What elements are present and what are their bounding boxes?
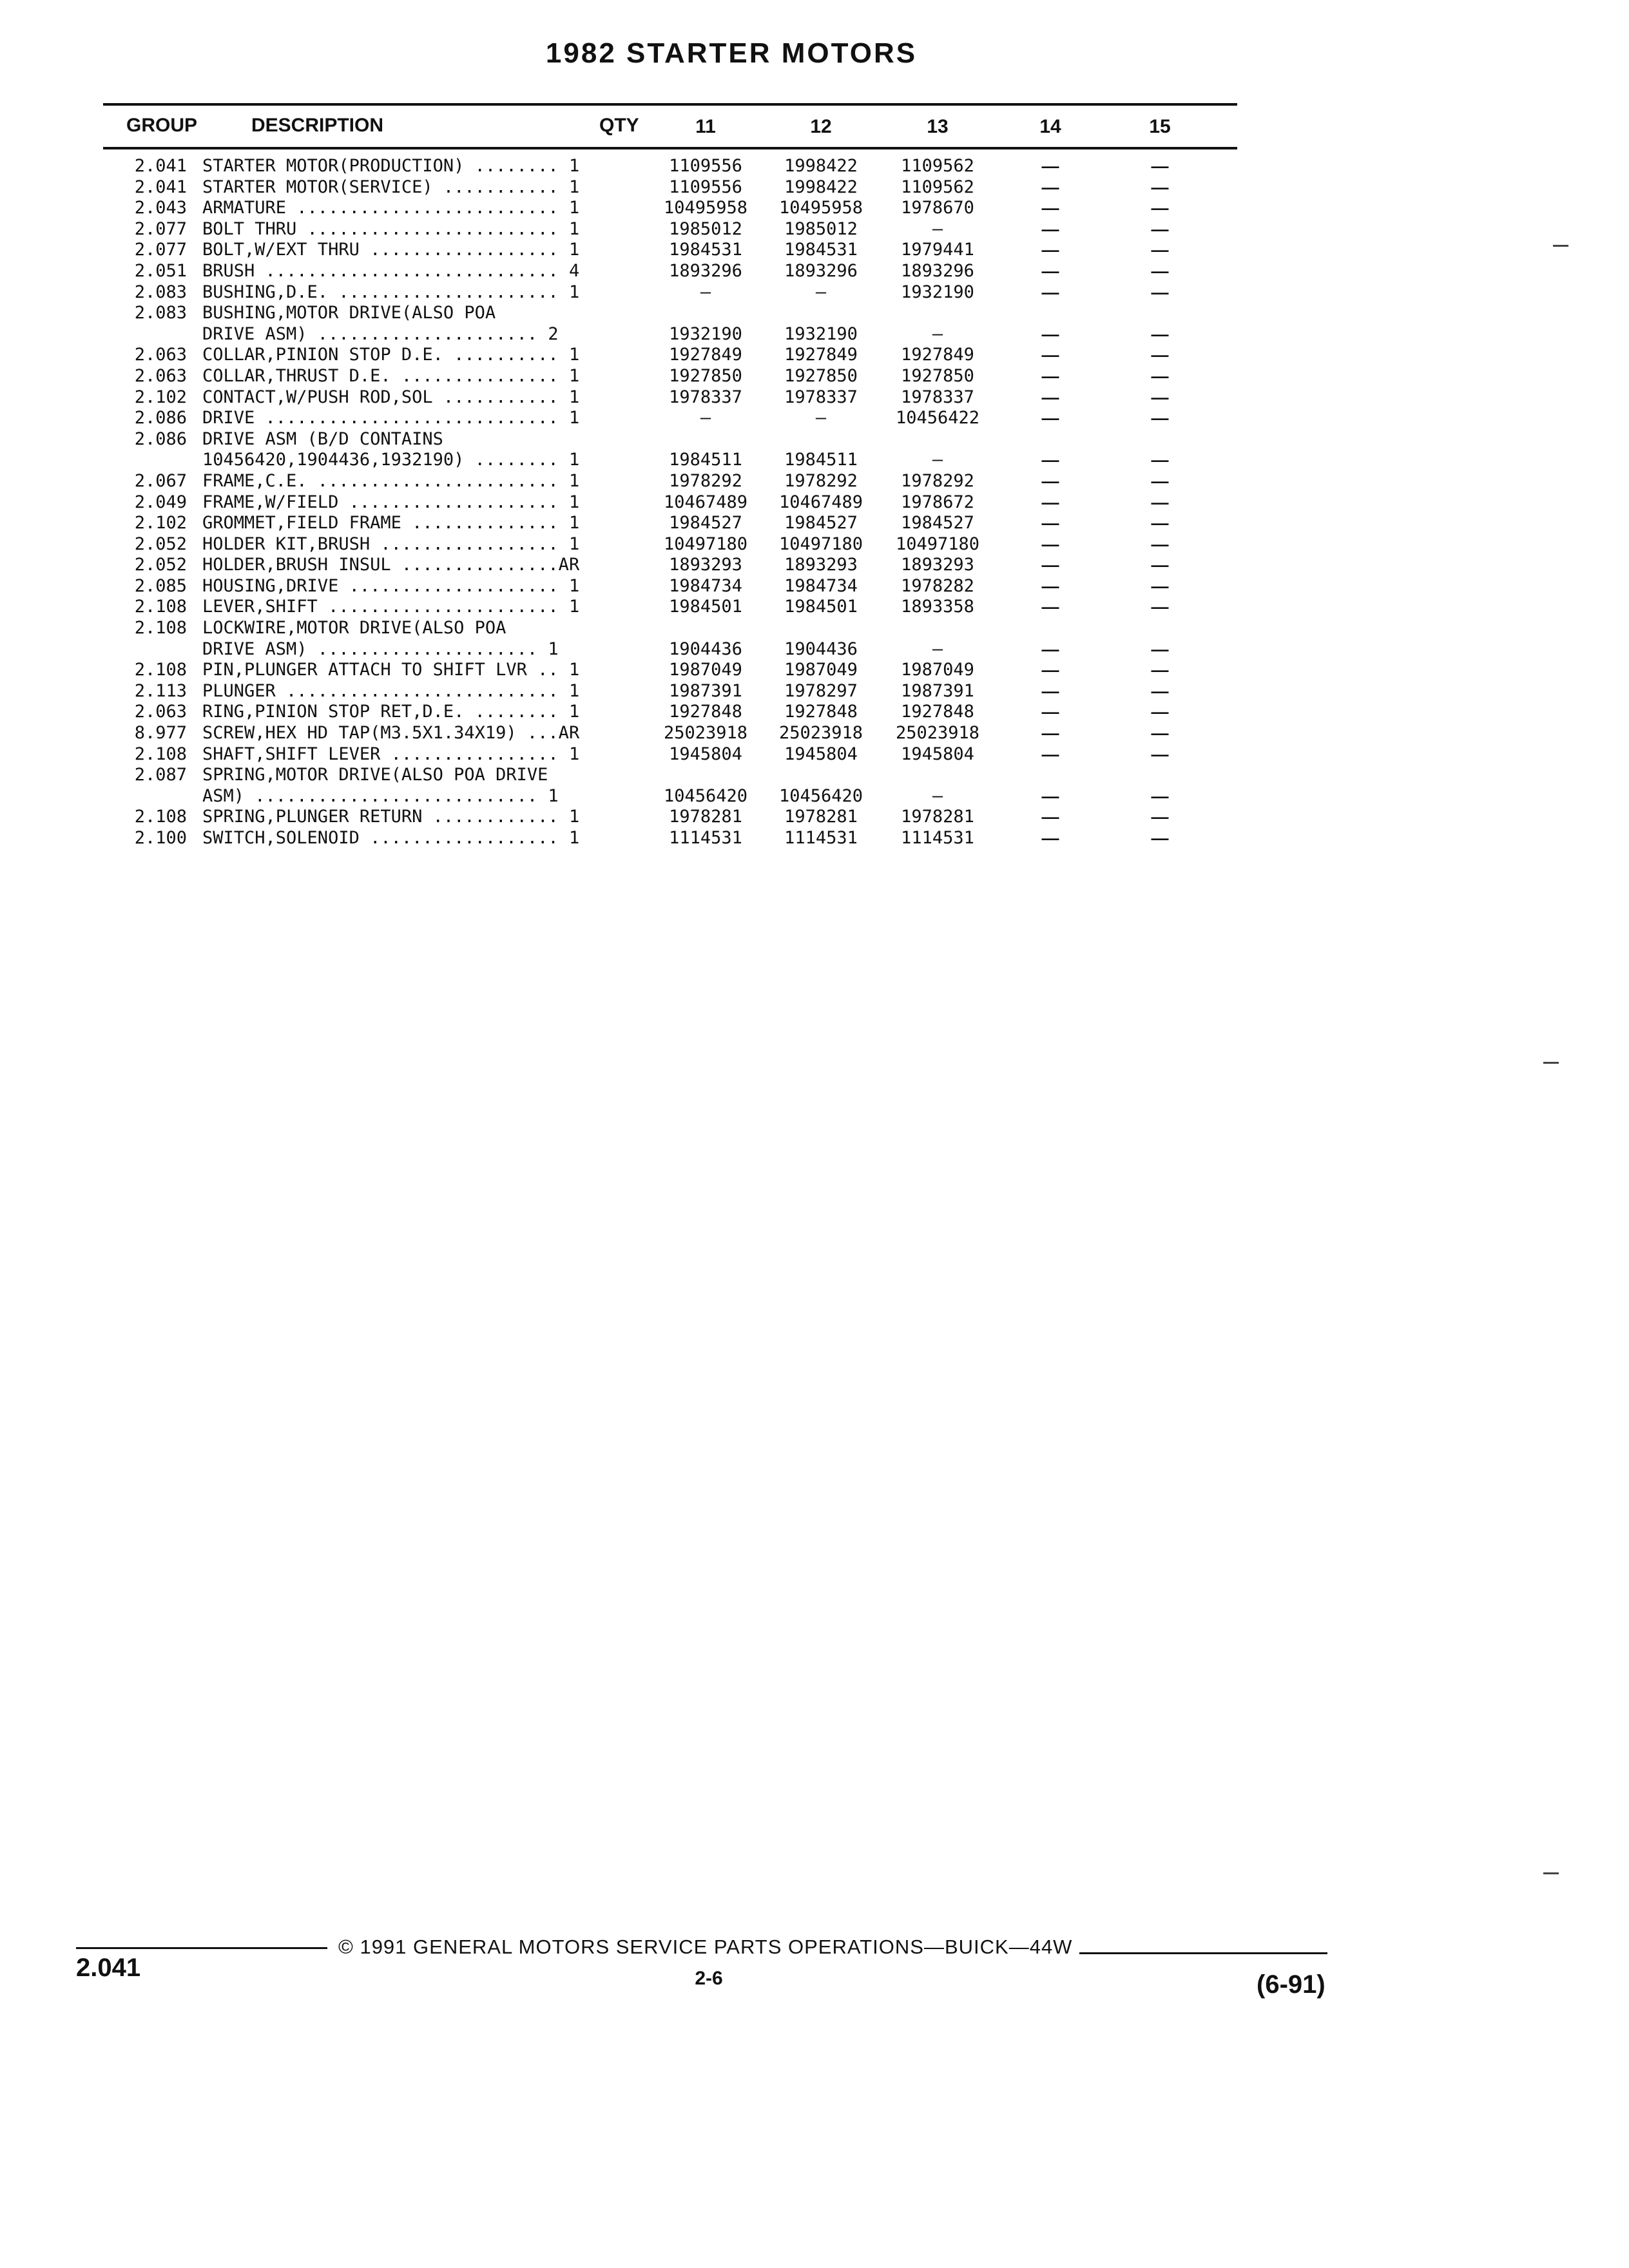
- part-number-12: 1984527: [784, 513, 858, 533]
- part-number-14: —: [1041, 681, 1059, 701]
- part-number-13: 10456422: [895, 408, 980, 428]
- part-number-12: 1927849: [784, 345, 858, 365]
- row-group: 2.113: [134, 680, 187, 701]
- row-group: 2.102: [134, 387, 187, 407]
- part-number-11: 1978337: [669, 387, 742, 407]
- part-number-12: 1984531: [784, 240, 858, 260]
- part-number-12: 10456420: [778, 785, 863, 806]
- part-number-11: 1932190: [669, 323, 742, 344]
- part-number-15: —: [1151, 324, 1169, 344]
- header-col-13: 13: [927, 116, 949, 137]
- part-number-13: 1978670: [901, 198, 974, 218]
- header-description: DESCRIPTION: [251, 115, 384, 136]
- footer-revision-date: (6-91): [1257, 1970, 1325, 1999]
- part-number-15: —: [1151, 681, 1169, 701]
- header-qty: QTY: [599, 115, 639, 136]
- part-number-15: —: [1151, 807, 1169, 827]
- part-number-15: —: [1151, 829, 1169, 848]
- table-row: [0, 597, 1629, 618]
- row-description: ARMATURE ......................... 1: [202, 198, 580, 218]
- row-description: SCREW,HEX HD TAP(M3.5X1.34X19) ...AR: [202, 723, 580, 744]
- row-group: 2.041: [134, 177, 187, 197]
- part-number-11: 1927848: [669, 702, 742, 722]
- part-number-14: —: [1041, 345, 1059, 365]
- part-number-15: —: [1151, 177, 1169, 197]
- part-number-15: —: [1151, 492, 1169, 512]
- part-number-12: 1987049: [784, 660, 858, 680]
- table-row: [0, 681, 1629, 702]
- part-number-14: —: [1041, 282, 1059, 302]
- table-row: [0, 156, 1629, 177]
- part-number-12: 1978337: [784, 387, 858, 407]
- part-number-13: 1893296: [901, 260, 974, 281]
- part-number-12: 1984734: [784, 575, 858, 596]
- row-group: 2.041: [134, 156, 187, 176]
- part-number-15: —: [1151, 660, 1169, 680]
- row-description: LEVER,SHIFT ...................... 1: [202, 597, 580, 617]
- table-row: [0, 555, 1629, 576]
- table-row: [0, 366, 1629, 387]
- footer-page-number: 2-6: [695, 1968, 723, 1989]
- part-number-14: —: [1041, 555, 1059, 575]
- header-bottom-rule: [103, 147, 1237, 149]
- table-row: [0, 450, 1629, 471]
- part-number-15: —: [1151, 240, 1169, 260]
- header-col-14: 14: [1039, 116, 1061, 137]
- part-number-11: 10467489: [663, 492, 748, 512]
- part-number-11: 1109556: [669, 177, 742, 197]
- part-number-12: —: [815, 282, 827, 302]
- part-number-13: 1109562: [901, 177, 974, 197]
- part-number-13: 1987391: [901, 680, 974, 701]
- row-group: 2.063: [134, 702, 187, 722]
- row-group: 2.043: [134, 198, 187, 218]
- part-number-14: —: [1041, 702, 1059, 722]
- row-description: PIN,PLUNGER ATTACH TO SHIFT LVR .. 1: [202, 660, 580, 680]
- part-number-13: 1978292: [901, 470, 974, 491]
- table-row: [0, 660, 1629, 681]
- part-number-11: —: [700, 282, 711, 302]
- row-description: SPRING,PLUNGER RETURN ............ 1: [202, 807, 580, 827]
- part-number-15: —: [1151, 702, 1169, 722]
- part-number-15: —: [1151, 639, 1169, 659]
- part-number-12: 1978297: [784, 680, 858, 701]
- part-number-14: —: [1041, 492, 1059, 512]
- part-number-14: —: [1041, 807, 1059, 827]
- part-number-12: 1998422: [784, 177, 858, 197]
- row-group: 2.087: [134, 765, 187, 785]
- part-number-11: 1109556: [669, 156, 742, 176]
- part-number-13: 1945804: [901, 744, 974, 764]
- row-description: FRAME,C.E. ....................... 1: [202, 470, 580, 491]
- part-number-15: —: [1151, 366, 1169, 386]
- row-description: DRIVE ASM) ..................... 2: [202, 323, 559, 344]
- row-description: ASM) ........................... 1: [202, 785, 559, 806]
- part-number-15: —: [1151, 597, 1169, 617]
- part-number-14: —: [1041, 387, 1059, 407]
- part-number-12: 10495958: [778, 198, 863, 218]
- row-description: STARTER MOTOR(PRODUCTION) ........ 1: [202, 156, 580, 176]
- part-number-12: 1998422: [784, 156, 858, 176]
- part-number-14: —: [1041, 576, 1059, 596]
- row-description: STARTER MOTOR(SERVICE) ........... 1: [202, 177, 580, 197]
- margin-mark: [1543, 1872, 1559, 1874]
- footer-copyright: © 1991 GENERAL MOTORS SERVICE PARTS OPERATIONS—BUICK—44W: [338, 1936, 1073, 1958]
- table-row: [0, 177, 1629, 198]
- row-group: 2.067: [134, 470, 187, 491]
- row-group: 2.077: [134, 240, 187, 260]
- part-number-15: —: [1151, 471, 1169, 491]
- part-number-11: 1984511: [669, 450, 742, 470]
- table-row: [0, 429, 1629, 450]
- part-number-12: 1932190: [784, 323, 858, 344]
- part-number-14: —: [1041, 597, 1059, 617]
- part-number-11: 1987049: [669, 660, 742, 680]
- table-row: [0, 303, 1629, 324]
- part-number-11: 1945804: [669, 744, 742, 764]
- part-number-12: 1904436: [784, 639, 858, 659]
- part-number-13: 1932190: [901, 282, 974, 302]
- part-number-11: 1978292: [669, 470, 742, 491]
- part-number-12: 1984511: [784, 450, 858, 470]
- part-number-13: 1927848: [901, 702, 974, 722]
- footer-group-code: 2.041: [76, 1954, 141, 1982]
- table-row: [0, 744, 1629, 765]
- part-number-11: 1927849: [669, 345, 742, 365]
- table-row: [0, 345, 1629, 366]
- row-description: HOLDER,BRUSH INSUL ...............AR: [202, 555, 580, 575]
- part-number-13: —: [932, 218, 943, 239]
- part-number-15: —: [1151, 724, 1169, 744]
- part-number-13: 1987049: [901, 660, 974, 680]
- row-group: 2.049: [134, 492, 187, 512]
- part-number-12: 1927850: [784, 365, 858, 386]
- table-row: [0, 576, 1629, 597]
- table-row: [0, 492, 1629, 514]
- header-top-rule: [103, 103, 1237, 106]
- row-description: SHAFT,SHIFT LEVER ................ 1: [202, 744, 580, 764]
- part-number-14: —: [1041, 408, 1059, 428]
- row-group: 2.086: [134, 428, 187, 449]
- part-number-14: —: [1041, 829, 1059, 848]
- table-row: [0, 828, 1629, 849]
- row-description: PLUNGER .......................... 1: [202, 680, 580, 701]
- row-description: BOLT THRU ........................ 1: [202, 218, 580, 239]
- part-number-13: 25023918: [895, 723, 980, 744]
- table-row: [0, 618, 1629, 639]
- part-number-14: —: [1041, 724, 1059, 744]
- margin-mark: [1543, 1062, 1559, 1064]
- part-number-13: 1893293: [901, 555, 974, 575]
- part-number-15: —: [1151, 219, 1169, 239]
- part-number-12: 1893296: [784, 260, 858, 281]
- part-number-11: 10497180: [663, 533, 748, 554]
- part-number-13: 10497180: [895, 533, 980, 554]
- part-number-15: —: [1151, 514, 1169, 533]
- row-description: SWITCH,SOLENOID .................. 1: [202, 828, 580, 848]
- table-row: [0, 513, 1629, 534]
- footer-left-rule: [76, 1947, 327, 1949]
- parts-table: [0, 156, 1629, 849]
- part-number-15: —: [1151, 555, 1169, 575]
- part-number-12: 1893293: [784, 555, 858, 575]
- part-number-14: —: [1041, 639, 1059, 659]
- row-group: 2.083: [134, 303, 187, 323]
- part-number-14: —: [1041, 324, 1059, 344]
- part-number-15: —: [1151, 576, 1169, 596]
- part-number-14: —: [1041, 261, 1059, 281]
- part-number-14: —: [1041, 177, 1059, 197]
- row-group: 2.085: [134, 575, 187, 596]
- part-number-14: —: [1041, 744, 1059, 764]
- header-col-12: 12: [810, 116, 832, 137]
- row-description: COLLAR,PINION STOP D.E. .......... 1: [202, 345, 580, 365]
- part-number-12: 25023918: [778, 723, 863, 744]
- row-description: GROMMET,FIELD FRAME .............. 1: [202, 513, 580, 533]
- part-number-12: 1114531: [784, 828, 858, 848]
- header-group: GROUP: [126, 115, 198, 136]
- margin-mark: [1553, 245, 1568, 247]
- part-number-11: —: [700, 408, 711, 428]
- table-row: [0, 198, 1629, 219]
- part-number-11: 10495958: [663, 198, 748, 218]
- part-number-12: 1978281: [784, 807, 858, 827]
- table-row: [0, 702, 1629, 723]
- table-row: [0, 282, 1629, 303]
- part-number-13: —: [932, 785, 943, 806]
- table-row: [0, 471, 1629, 492]
- part-number-15: —: [1151, 744, 1169, 764]
- part-number-13: 1978672: [901, 492, 974, 512]
- table-row: [0, 219, 1629, 240]
- row-description: CONTACT,W/PUSH ROD,SOL ........... 1: [202, 387, 580, 407]
- header-col-15: 15: [1149, 116, 1171, 137]
- part-number-11: 1987391: [669, 680, 742, 701]
- table-row: [0, 261, 1629, 282]
- part-number-13: 1893358: [901, 597, 974, 617]
- part-number-14: —: [1041, 514, 1059, 533]
- part-number-13: —: [932, 450, 943, 470]
- part-number-15: —: [1151, 261, 1169, 281]
- part-number-11: 1984501: [669, 597, 742, 617]
- row-group: 2.083: [134, 282, 187, 302]
- part-number-12: —: [815, 408, 827, 428]
- part-number-11: 1893296: [669, 260, 742, 281]
- row-description: BUSHING,D.E. ..................... 1: [202, 282, 580, 302]
- part-number-14: —: [1041, 450, 1059, 470]
- part-number-12: 1927848: [784, 702, 858, 722]
- part-number-15: —: [1151, 450, 1169, 470]
- part-number-12: 1985012: [784, 218, 858, 239]
- table-row: [0, 324, 1629, 345]
- row-group: 2.052: [134, 555, 187, 575]
- part-number-13: 1927849: [901, 345, 974, 365]
- row-group: 2.108: [134, 807, 187, 827]
- part-number-12: 10467489: [778, 492, 863, 512]
- row-description: BRUSH ............................ 4: [202, 260, 580, 281]
- row-group: 2.108: [134, 660, 187, 680]
- part-number-15: —: [1151, 345, 1169, 365]
- row-description: RING,PINION STOP RET,D.E. ........ 1: [202, 702, 580, 722]
- part-number-11: 10456420: [663, 785, 748, 806]
- row-group: 2.052: [134, 533, 187, 554]
- row-description: SPRING,MOTOR DRIVE(ALSO POA DRIVE: [202, 765, 548, 785]
- part-number-12: 1984501: [784, 597, 858, 617]
- part-number-13: 1978337: [901, 387, 974, 407]
- table-row: [0, 723, 1629, 744]
- part-number-14: —: [1041, 660, 1059, 680]
- part-number-15: —: [1151, 534, 1169, 554]
- row-group: 2.051: [134, 260, 187, 281]
- row-group: 2.108: [134, 744, 187, 764]
- row-group: 2.108: [134, 618, 187, 639]
- row-description: FRAME,W/FIELD .................... 1: [202, 492, 580, 512]
- part-number-11: 1985012: [669, 218, 742, 239]
- part-number-11: 1893293: [669, 555, 742, 575]
- part-number-11: 25023918: [663, 723, 748, 744]
- part-number-15: —: [1151, 157, 1169, 176]
- part-number-11: 1904436: [669, 639, 742, 659]
- part-number-15: —: [1151, 408, 1169, 428]
- row-group: 2.108: [134, 597, 187, 617]
- row-description: LOCKWIRE,MOTOR DRIVE(ALSO POA: [202, 618, 506, 639]
- part-number-11: 1984531: [669, 240, 742, 260]
- part-number-14: —: [1041, 366, 1059, 386]
- part-number-11: 1927850: [669, 365, 742, 386]
- part-number-14: —: [1041, 471, 1059, 491]
- row-description: DRIVE ASM (B/D CONTAINS: [202, 428, 443, 449]
- part-number-14: —: [1041, 786, 1059, 806]
- row-description: COLLAR,THRUST D.E. ............... 1: [202, 365, 580, 386]
- part-number-15: —: [1151, 198, 1169, 218]
- part-number-13: 1979441: [901, 240, 974, 260]
- table-row: [0, 387, 1629, 408]
- part-number-15: —: [1151, 282, 1169, 302]
- part-number-11: 1984734: [669, 575, 742, 596]
- row-group: 2.086: [134, 408, 187, 428]
- row-description: DRIVE ............................ 1: [202, 408, 580, 428]
- row-description: HOLDER KIT,BRUSH ................. 1: [202, 533, 580, 554]
- footer-right-rule: [1079, 1952, 1327, 1954]
- row-description: 10456420,1904436,1932190) ........ 1: [202, 450, 580, 470]
- part-number-11: 1978281: [669, 807, 742, 827]
- table-row: [0, 240, 1629, 261]
- table-row: [0, 807, 1629, 828]
- part-number-12: 1945804: [784, 744, 858, 764]
- table-row: [0, 765, 1629, 786]
- row-group: 2.102: [134, 513, 187, 533]
- row-group: 8.977: [134, 723, 187, 744]
- row-group: 2.100: [134, 828, 187, 848]
- table-row: [0, 534, 1629, 555]
- part-number-14: —: [1041, 198, 1059, 218]
- header-col-11: 11: [695, 116, 716, 137]
- part-number-14: —: [1041, 534, 1059, 554]
- row-description: DRIVE ASM) ..................... 1: [202, 639, 559, 659]
- row-description: HOUSING,DRIVE .................... 1: [202, 575, 580, 596]
- part-number-13: 1109562: [901, 156, 974, 176]
- part-number-13: 1114531: [901, 828, 974, 848]
- row-description: BUSHING,MOTOR DRIVE(ALSO POA: [202, 303, 496, 323]
- part-number-13: —: [932, 323, 943, 344]
- table-row: [0, 786, 1629, 807]
- part-number-13: 1984527: [901, 513, 974, 533]
- part-number-12: 1978292: [784, 470, 858, 491]
- part-number-13: 1978281: [901, 807, 974, 827]
- part-number-15: —: [1151, 387, 1169, 407]
- part-number-11: 1114531: [669, 828, 742, 848]
- part-number-13: —: [932, 639, 943, 659]
- row-group: 2.063: [134, 365, 187, 386]
- table-row: [0, 639, 1629, 660]
- part-number-14: —: [1041, 219, 1059, 239]
- part-number-11: 1984527: [669, 513, 742, 533]
- page-title: 1982 STARTER MOTORS: [545, 37, 918, 69]
- row-description: BOLT,W/EXT THRU .................. 1: [202, 240, 580, 260]
- part-number-13: 1927850: [901, 365, 974, 386]
- row-group: 2.077: [134, 218, 187, 239]
- part-number-12: 10497180: [778, 533, 863, 554]
- row-group: 2.063: [134, 345, 187, 365]
- part-number-13: 1978282: [901, 575, 974, 596]
- part-number-14: —: [1041, 157, 1059, 176]
- part-number-15: —: [1151, 786, 1169, 806]
- table-row: [0, 408, 1629, 429]
- part-number-14: —: [1041, 240, 1059, 260]
